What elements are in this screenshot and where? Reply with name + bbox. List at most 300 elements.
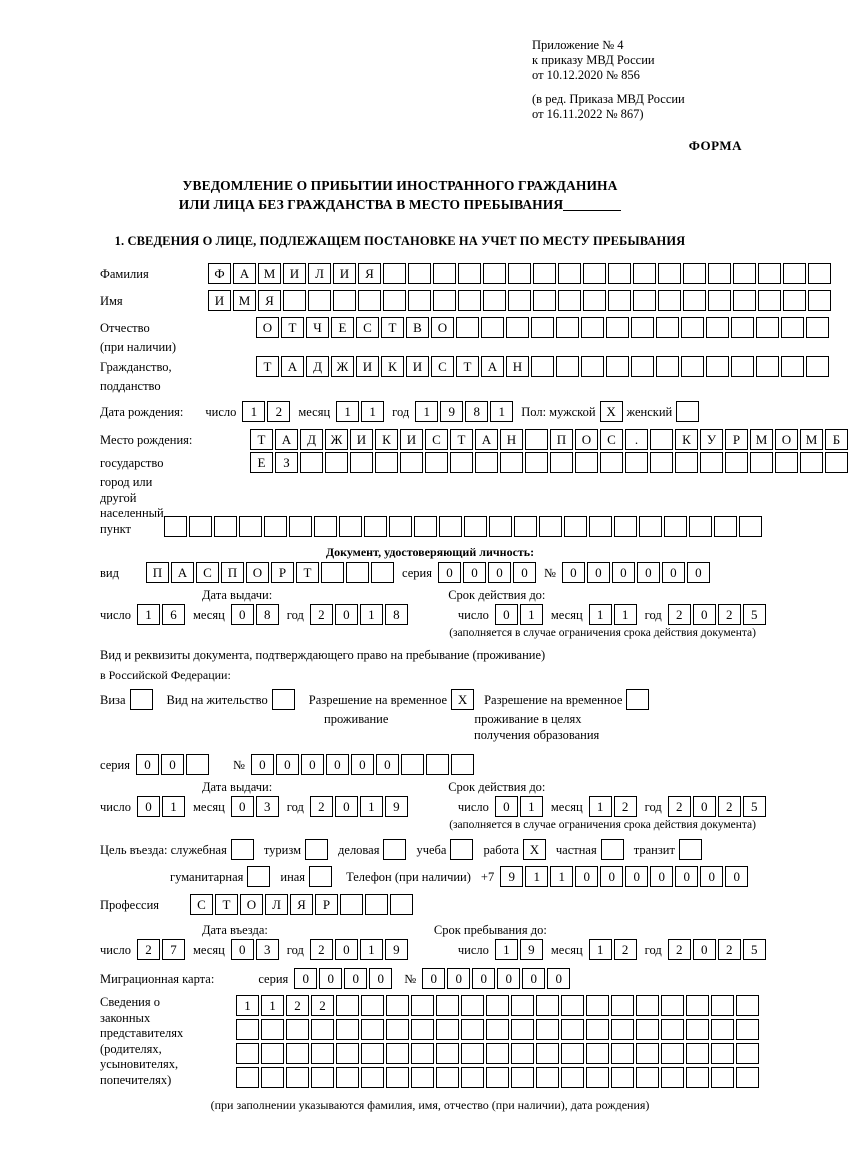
char-cell[interactable] bbox=[189, 516, 212, 537]
field-birth-day[interactable] bbox=[242, 401, 292, 422]
char-cell[interactable] bbox=[633, 263, 656, 284]
char-cell[interactable] bbox=[706, 356, 729, 377]
char-cell[interactable] bbox=[321, 562, 344, 583]
char-cell[interactable]: 1 bbox=[236, 995, 259, 1016]
field-stay-valid-day[interactable] bbox=[495, 796, 545, 817]
char-cell[interactable]: 3 bbox=[256, 939, 279, 960]
char-cell[interactable]: О bbox=[256, 317, 279, 338]
char-cell[interactable]: Р bbox=[725, 429, 748, 450]
char-cell[interactable] bbox=[731, 317, 754, 338]
char-cell[interactable]: . bbox=[625, 429, 648, 450]
char-cell[interactable]: П bbox=[221, 562, 244, 583]
char-cell[interactable]: Ч bbox=[306, 317, 329, 338]
char-cell[interactable] bbox=[483, 263, 506, 284]
char-cell[interactable] bbox=[636, 1043, 659, 1064]
char-cell[interactable]: 0 bbox=[319, 968, 342, 989]
char-cell[interactable]: 0 bbox=[231, 796, 254, 817]
char-cell[interactable] bbox=[426, 754, 449, 775]
char-cell[interactable]: 1 bbox=[589, 796, 612, 817]
char-cell[interactable]: 0 bbox=[693, 604, 716, 625]
char-cell[interactable]: 8 bbox=[385, 604, 408, 625]
char-cell[interactable] bbox=[700, 452, 723, 473]
char-cell[interactable]: 0 bbox=[161, 754, 184, 775]
char-cell[interactable] bbox=[286, 1067, 309, 1088]
char-cell[interactable] bbox=[686, 1043, 709, 1064]
char-cell[interactable] bbox=[458, 290, 481, 311]
char-cell[interactable]: Т bbox=[281, 317, 304, 338]
char-cell[interactable] bbox=[633, 290, 656, 311]
char-cell[interactable]: 2 bbox=[718, 796, 741, 817]
char-cell[interactable] bbox=[683, 290, 706, 311]
char-cell[interactable] bbox=[536, 1067, 559, 1088]
char-cell[interactable]: 0 bbox=[231, 939, 254, 960]
char-cell[interactable] bbox=[411, 1043, 434, 1064]
checkbox-temp-residence[interactable]: X bbox=[451, 689, 474, 710]
char-cell[interactable]: Н bbox=[500, 429, 523, 450]
char-cell[interactable] bbox=[781, 356, 804, 377]
char-cell[interactable] bbox=[525, 452, 548, 473]
legal-rep-row[interactable] bbox=[236, 1019, 761, 1040]
char-cell[interactable] bbox=[589, 516, 612, 537]
char-cell[interactable] bbox=[783, 290, 806, 311]
field-stay-until-month[interactable] bbox=[589, 939, 639, 960]
field-citizenship[interactable] bbox=[256, 356, 831, 377]
char-cell[interactable] bbox=[775, 452, 798, 473]
field-doc-issue-day[interactable] bbox=[137, 604, 187, 625]
legal-rep-boxes[interactable] bbox=[236, 1067, 761, 1088]
char-cell[interactable]: Т bbox=[215, 894, 238, 915]
char-cell[interactable]: 0 bbox=[693, 939, 716, 960]
char-cell[interactable] bbox=[286, 1043, 309, 1064]
field-entry-month[interactable] bbox=[231, 939, 281, 960]
field-stay-issue-year[interactable] bbox=[310, 796, 410, 817]
char-cell[interactable] bbox=[408, 263, 431, 284]
char-cell[interactable] bbox=[525, 429, 548, 450]
checkbox-purpose-study[interactable] bbox=[450, 839, 473, 860]
char-cell[interactable] bbox=[300, 452, 323, 473]
char-cell[interactable]: 9 bbox=[440, 401, 463, 422]
char-cell[interactable] bbox=[564, 516, 587, 537]
char-cell[interactable]: 0 bbox=[575, 866, 598, 887]
char-cell[interactable] bbox=[450, 452, 473, 473]
field-mig-series[interactable] bbox=[294, 968, 394, 989]
char-cell[interactable] bbox=[386, 1019, 409, 1040]
legal-rep-row[interactable] bbox=[236, 995, 761, 1016]
char-cell[interactable] bbox=[731, 356, 754, 377]
char-cell[interactable]: М bbox=[233, 290, 256, 311]
char-cell[interactable]: 0 bbox=[650, 866, 673, 887]
char-cell[interactable] bbox=[311, 1019, 334, 1040]
char-cell[interactable]: 0 bbox=[231, 604, 254, 625]
char-cell[interactable] bbox=[336, 995, 359, 1016]
char-cell[interactable]: 0 bbox=[447, 968, 470, 989]
char-cell[interactable] bbox=[639, 516, 662, 537]
char-cell[interactable]: 0 bbox=[376, 754, 399, 775]
char-cell[interactable] bbox=[558, 263, 581, 284]
char-cell[interactable] bbox=[236, 1067, 259, 1088]
char-cell[interactable] bbox=[611, 1043, 634, 1064]
char-cell[interactable]: 0 bbox=[301, 754, 324, 775]
char-cell[interactable] bbox=[533, 263, 556, 284]
char-cell[interactable] bbox=[311, 1043, 334, 1064]
char-cell[interactable] bbox=[531, 317, 554, 338]
char-cell[interactable] bbox=[681, 356, 704, 377]
char-cell[interactable] bbox=[686, 1019, 709, 1040]
char-cell[interactable]: 5 bbox=[743, 796, 766, 817]
char-cell[interactable] bbox=[736, 1043, 759, 1064]
char-cell[interactable]: Т bbox=[450, 429, 473, 450]
char-cell[interactable] bbox=[339, 516, 362, 537]
char-cell[interactable] bbox=[806, 356, 829, 377]
field-birth-year[interactable] bbox=[415, 401, 515, 422]
char-cell[interactable]: 1 bbox=[162, 796, 185, 817]
char-cell[interactable] bbox=[711, 1043, 734, 1064]
char-cell[interactable] bbox=[333, 290, 356, 311]
char-cell[interactable]: 9 bbox=[520, 939, 543, 960]
char-cell[interactable]: Д bbox=[300, 429, 323, 450]
char-cell[interactable]: 0 bbox=[562, 562, 585, 583]
char-cell[interactable] bbox=[464, 516, 487, 537]
char-cell[interactable] bbox=[386, 995, 409, 1016]
char-cell[interactable] bbox=[608, 263, 631, 284]
char-cell[interactable] bbox=[536, 1019, 559, 1040]
char-cell[interactable] bbox=[486, 995, 509, 1016]
char-cell[interactable] bbox=[461, 1043, 484, 1064]
char-cell[interactable]: 2 bbox=[614, 939, 637, 960]
char-cell[interactable] bbox=[583, 290, 606, 311]
char-cell[interactable]: 0 bbox=[422, 968, 445, 989]
char-cell[interactable]: 1 bbox=[495, 939, 518, 960]
char-cell[interactable] bbox=[656, 317, 679, 338]
char-cell[interactable] bbox=[586, 995, 609, 1016]
char-cell[interactable] bbox=[533, 290, 556, 311]
legal-rep-boxes[interactable] bbox=[236, 995, 761, 1016]
char-cell[interactable] bbox=[461, 995, 484, 1016]
char-cell[interactable] bbox=[631, 356, 654, 377]
field-birth-month[interactable] bbox=[336, 401, 386, 422]
field-stay-valid-year[interactable] bbox=[668, 796, 768, 817]
char-cell[interactable] bbox=[358, 290, 381, 311]
char-cell[interactable] bbox=[661, 1043, 684, 1064]
char-cell[interactable] bbox=[433, 290, 456, 311]
char-cell[interactable]: 0 bbox=[335, 939, 358, 960]
char-cell[interactable] bbox=[783, 263, 806, 284]
char-cell[interactable]: О bbox=[240, 894, 263, 915]
char-cell[interactable] bbox=[475, 452, 498, 473]
char-cell[interactable] bbox=[375, 452, 398, 473]
field-doc-series[interactable] bbox=[438, 562, 538, 583]
char-cell[interactable]: К bbox=[675, 429, 698, 450]
field-profession[interactable] bbox=[190, 894, 415, 915]
char-cell[interactable] bbox=[739, 516, 762, 537]
char-cell[interactable] bbox=[736, 1067, 759, 1088]
char-cell[interactable] bbox=[631, 317, 654, 338]
char-cell[interactable]: 8 bbox=[465, 401, 488, 422]
checkbox-edu-residence[interactable] bbox=[626, 689, 649, 710]
char-cell[interactable]: 0 bbox=[513, 562, 536, 583]
char-cell[interactable] bbox=[436, 995, 459, 1016]
char-cell[interactable] bbox=[414, 516, 437, 537]
field-entry-year[interactable] bbox=[310, 939, 410, 960]
char-cell[interactable] bbox=[800, 452, 823, 473]
char-cell[interactable]: Р bbox=[315, 894, 338, 915]
char-cell[interactable] bbox=[708, 263, 731, 284]
char-cell[interactable] bbox=[661, 995, 684, 1016]
char-cell[interactable] bbox=[489, 516, 512, 537]
char-cell[interactable]: 2 bbox=[310, 939, 333, 960]
char-cell[interactable]: 9 bbox=[500, 866, 523, 887]
char-cell[interactable]: И bbox=[350, 429, 373, 450]
char-cell[interactable]: 0 bbox=[136, 754, 159, 775]
char-cell[interactable]: Т bbox=[250, 429, 273, 450]
char-cell[interactable] bbox=[606, 317, 629, 338]
char-cell[interactable] bbox=[736, 1019, 759, 1040]
checkbox-visa[interactable] bbox=[130, 689, 153, 710]
char-cell[interactable]: Е bbox=[250, 452, 273, 473]
char-cell[interactable]: 2 bbox=[668, 939, 691, 960]
char-cell[interactable] bbox=[658, 263, 681, 284]
char-cell[interactable] bbox=[261, 1067, 284, 1088]
char-cell[interactable] bbox=[411, 995, 434, 1016]
char-cell[interactable] bbox=[461, 1067, 484, 1088]
char-cell[interactable] bbox=[361, 1067, 384, 1088]
char-cell[interactable] bbox=[336, 1019, 359, 1040]
char-cell[interactable] bbox=[214, 516, 237, 537]
field-stay-until-day[interactable] bbox=[495, 939, 545, 960]
char-cell[interactable] bbox=[758, 290, 781, 311]
char-cell[interactable]: У bbox=[700, 429, 723, 450]
checkbox-purpose-business[interactable] bbox=[383, 839, 406, 860]
char-cell[interactable]: 0 bbox=[335, 796, 358, 817]
char-cell[interactable] bbox=[436, 1019, 459, 1040]
char-cell[interactable]: 1 bbox=[614, 604, 637, 625]
legal-rep-row[interactable] bbox=[236, 1067, 761, 1088]
char-cell[interactable]: О bbox=[775, 429, 798, 450]
char-cell[interactable] bbox=[371, 562, 394, 583]
char-cell[interactable]: П bbox=[146, 562, 169, 583]
char-cell[interactable]: 0 bbox=[137, 796, 160, 817]
char-cell[interactable]: 1 bbox=[360, 939, 383, 960]
field-stay-until-year[interactable] bbox=[668, 939, 768, 960]
field-name[interactable] bbox=[208, 290, 833, 311]
char-cell[interactable] bbox=[411, 1067, 434, 1088]
char-cell[interactable]: П bbox=[550, 429, 573, 450]
char-cell[interactable] bbox=[581, 356, 604, 377]
char-cell[interactable]: О bbox=[431, 317, 454, 338]
checkbox-residence-permit[interactable] bbox=[272, 689, 295, 710]
char-cell[interactable]: 0 bbox=[662, 562, 685, 583]
char-cell[interactable]: В bbox=[406, 317, 429, 338]
char-cell[interactable] bbox=[350, 452, 373, 473]
char-cell[interactable]: Т bbox=[381, 317, 404, 338]
char-cell[interactable] bbox=[808, 263, 831, 284]
char-cell[interactable]: С bbox=[425, 429, 448, 450]
char-cell[interactable]: 0 bbox=[472, 968, 495, 989]
char-cell[interactable] bbox=[364, 516, 387, 537]
char-cell[interactable] bbox=[756, 356, 779, 377]
char-cell[interactable] bbox=[806, 317, 829, 338]
char-cell[interactable]: Ф bbox=[208, 263, 231, 284]
char-cell[interactable] bbox=[239, 516, 262, 537]
char-cell[interactable]: Л bbox=[265, 894, 288, 915]
checkbox-purpose-work[interactable]: X bbox=[523, 839, 546, 860]
char-cell[interactable]: 1 bbox=[336, 401, 359, 422]
char-cell[interactable]: З bbox=[275, 452, 298, 473]
char-cell[interactable]: И bbox=[400, 429, 423, 450]
field-stay-issue-day[interactable] bbox=[137, 796, 187, 817]
char-cell[interactable] bbox=[561, 1067, 584, 1088]
char-cell[interactable] bbox=[561, 1043, 584, 1064]
char-cell[interactable] bbox=[314, 516, 337, 537]
char-cell[interactable] bbox=[689, 516, 712, 537]
char-cell[interactable]: 9 bbox=[385, 796, 408, 817]
char-cell[interactable]: 2 bbox=[310, 796, 333, 817]
char-cell[interactable] bbox=[458, 263, 481, 284]
char-cell[interactable]: И bbox=[283, 263, 306, 284]
char-cell[interactable]: Т bbox=[296, 562, 319, 583]
char-cell[interactable] bbox=[411, 1019, 434, 1040]
char-cell[interactable]: А bbox=[275, 429, 298, 450]
char-cell[interactable] bbox=[433, 263, 456, 284]
field-birth-place-row1[interactable] bbox=[250, 429, 850, 450]
char-cell[interactable]: 1 bbox=[360, 796, 383, 817]
char-cell[interactable] bbox=[451, 754, 474, 775]
char-cell[interactable] bbox=[733, 263, 756, 284]
char-cell[interactable] bbox=[614, 516, 637, 537]
field-doc-issue-month[interactable] bbox=[231, 604, 281, 625]
char-cell[interactable] bbox=[736, 995, 759, 1016]
field-birth-place-row3[interactable] bbox=[164, 516, 764, 537]
char-cell[interactable]: Д bbox=[306, 356, 329, 377]
char-cell[interactable]: М bbox=[750, 429, 773, 450]
char-cell[interactable] bbox=[365, 894, 388, 915]
field-legal-representatives[interactable] bbox=[236, 995, 761, 1088]
char-cell[interactable]: 2 bbox=[668, 796, 691, 817]
char-cell[interactable]: 0 bbox=[725, 866, 748, 887]
char-cell[interactable] bbox=[586, 1067, 609, 1088]
char-cell[interactable] bbox=[625, 452, 648, 473]
char-cell[interactable]: 1 bbox=[361, 401, 384, 422]
char-cell[interactable]: 0 bbox=[438, 562, 461, 583]
char-cell[interactable] bbox=[661, 1019, 684, 1040]
char-cell[interactable] bbox=[556, 356, 579, 377]
char-cell[interactable]: 0 bbox=[497, 968, 520, 989]
char-cell[interactable] bbox=[725, 452, 748, 473]
field-doc-kind[interactable] bbox=[146, 562, 396, 583]
char-cell[interactable]: 0 bbox=[522, 968, 545, 989]
char-cell[interactable]: 1 bbox=[242, 401, 265, 422]
char-cell[interactable] bbox=[511, 1019, 534, 1040]
char-cell[interactable] bbox=[561, 1019, 584, 1040]
char-cell[interactable] bbox=[711, 995, 734, 1016]
char-cell[interactable] bbox=[556, 317, 579, 338]
char-cell[interactable]: С bbox=[431, 356, 454, 377]
char-cell[interactable] bbox=[283, 290, 306, 311]
char-cell[interactable]: 1 bbox=[261, 995, 284, 1016]
char-cell[interactable]: 0 bbox=[495, 796, 518, 817]
char-cell[interactable] bbox=[706, 317, 729, 338]
char-cell[interactable] bbox=[286, 1019, 309, 1040]
char-cell[interactable]: Е bbox=[331, 317, 354, 338]
char-cell[interactable]: А bbox=[171, 562, 194, 583]
char-cell[interactable]: А bbox=[233, 263, 256, 284]
char-cell[interactable]: С bbox=[600, 429, 623, 450]
char-cell[interactable] bbox=[636, 1019, 659, 1040]
char-cell[interactable] bbox=[425, 452, 448, 473]
char-cell[interactable]: 0 bbox=[488, 562, 511, 583]
char-cell[interactable]: 5 bbox=[743, 604, 766, 625]
char-cell[interactable] bbox=[583, 263, 606, 284]
char-cell[interactable] bbox=[439, 516, 462, 537]
char-cell[interactable] bbox=[683, 263, 706, 284]
char-cell[interactable]: 0 bbox=[600, 866, 623, 887]
char-cell[interactable] bbox=[714, 516, 737, 537]
char-cell[interactable] bbox=[308, 290, 331, 311]
char-cell[interactable]: 1 bbox=[525, 866, 548, 887]
char-cell[interactable]: И bbox=[208, 290, 231, 311]
char-cell[interactable]: 1 bbox=[520, 796, 543, 817]
char-cell[interactable]: 0 bbox=[335, 604, 358, 625]
char-cell[interactable] bbox=[461, 1019, 484, 1040]
char-cell[interactable] bbox=[711, 1067, 734, 1088]
char-cell[interactable]: 2 bbox=[137, 939, 160, 960]
char-cell[interactable] bbox=[506, 317, 529, 338]
field-doc-valid-day[interactable] bbox=[495, 604, 545, 625]
checkbox-purpose-other[interactable] bbox=[309, 866, 332, 887]
char-cell[interactable] bbox=[236, 1019, 259, 1040]
char-cell[interactable]: 1 bbox=[415, 401, 438, 422]
char-cell[interactable] bbox=[186, 754, 209, 775]
char-cell[interactable]: 0 bbox=[294, 968, 317, 989]
char-cell[interactable]: О bbox=[575, 429, 598, 450]
char-cell[interactable] bbox=[636, 995, 659, 1016]
char-cell[interactable]: 0 bbox=[675, 866, 698, 887]
char-cell[interactable] bbox=[808, 290, 831, 311]
checkbox-purpose-transit[interactable] bbox=[679, 839, 702, 860]
char-cell[interactable] bbox=[164, 516, 187, 537]
char-cell[interactable]: 1 bbox=[137, 604, 160, 625]
field-doc-valid-year[interactable] bbox=[668, 604, 768, 625]
char-cell[interactable] bbox=[261, 1043, 284, 1064]
char-cell[interactable]: И bbox=[356, 356, 379, 377]
char-cell[interactable]: 1 bbox=[360, 604, 383, 625]
field-doc-valid-month[interactable] bbox=[589, 604, 639, 625]
char-cell[interactable] bbox=[408, 290, 431, 311]
char-cell[interactable] bbox=[611, 1067, 634, 1088]
char-cell[interactable]: 0 bbox=[700, 866, 723, 887]
char-cell[interactable]: М bbox=[800, 429, 823, 450]
char-cell[interactable] bbox=[486, 1067, 509, 1088]
char-cell[interactable]: 2 bbox=[310, 604, 333, 625]
char-cell[interactable] bbox=[336, 1067, 359, 1088]
legal-rep-boxes[interactable] bbox=[236, 1019, 761, 1040]
char-cell[interactable]: 0 bbox=[693, 796, 716, 817]
checkbox-purpose-humanitarian[interactable] bbox=[247, 866, 270, 887]
checkbox-sex-male[interactable]: X bbox=[600, 401, 623, 422]
char-cell[interactable]: 9 bbox=[385, 939, 408, 960]
char-cell[interactable] bbox=[456, 317, 479, 338]
char-cell[interactable]: 1 bbox=[589, 604, 612, 625]
char-cell[interactable] bbox=[606, 356, 629, 377]
char-cell[interactable] bbox=[383, 290, 406, 311]
char-cell[interactable] bbox=[386, 1067, 409, 1088]
field-mig-number[interactable] bbox=[422, 968, 572, 989]
char-cell[interactable] bbox=[600, 452, 623, 473]
char-cell[interactable] bbox=[389, 516, 412, 537]
char-cell[interactable] bbox=[531, 356, 554, 377]
char-cell[interactable] bbox=[511, 995, 534, 1016]
char-cell[interactable]: 2 bbox=[267, 401, 290, 422]
